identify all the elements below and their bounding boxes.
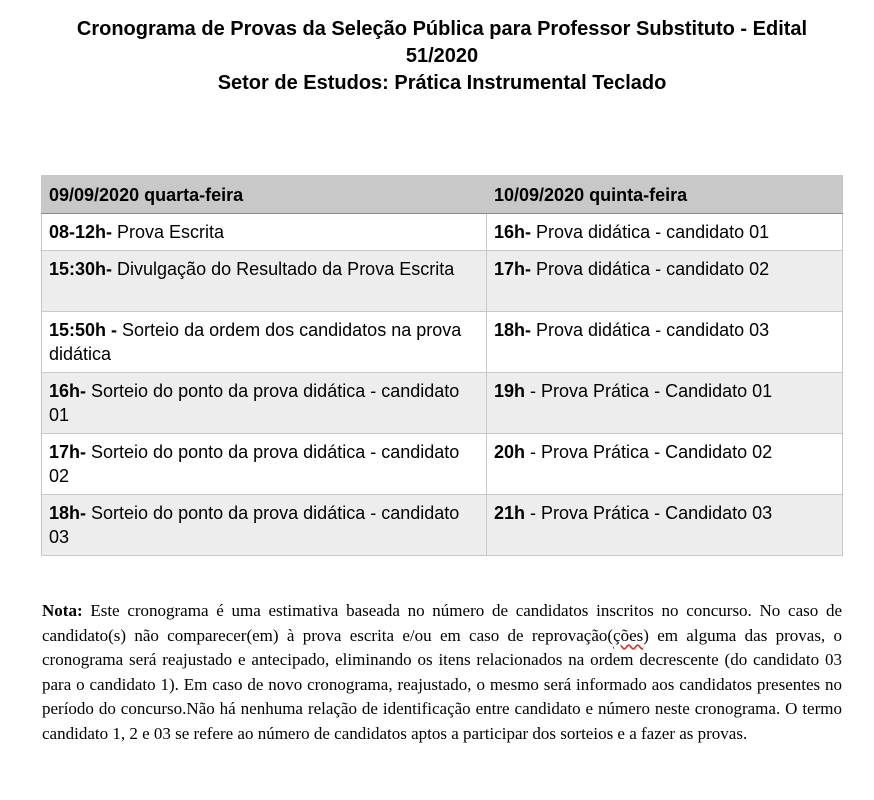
- cell-text: - Prova Prática - Candidato 03: [525, 503, 773, 523]
- note-paragraph: [42, 599, 842, 747]
- table-row: [42, 214, 843, 251]
- schedule-cell-day-2: [487, 312, 843, 373]
- cell-time: 17h-: [494, 259, 532, 279]
- cell-time: 17h-: [49, 442, 87, 462]
- schedule-cell-day-1: [42, 312, 487, 373]
- schedule-cell-day-1: [42, 251, 487, 312]
- note-label: Nota:: [42, 601, 83, 620]
- cell-text: Divulgação do Resultado da Prova Escrita: [112, 259, 455, 279]
- note-text-after: ) em alguma das provas, o cronograma será reajustado e antecipado, eliminando os itens relacionados na ordem decrescente (do candidato 03 para o candidato 1). Em caso de novo cronograma, reajustado, o mesmo será informado aos candidatos presentes no período do concurso.Não há nenhuma relação de identificação entre candidato e número neste cronograma. O termo candidato 1, 2 e 03 se refere ao número de candidatos aptos a participar dos sorteios e a fazer as provas.: [42, 625, 842, 743]
- cell-time: 21h: [494, 503, 526, 523]
- cell-time: 19h: [494, 381, 526, 401]
- cell-time: 18h-: [494, 320, 532, 340]
- schedule-cell-day-1: [42, 373, 487, 434]
- cell-time: 16h-: [49, 381, 87, 401]
- cell-text: Prova didática - candidato 03: [531, 320, 770, 340]
- table-row: [42, 495, 843, 556]
- cell-time: 16h-: [494, 222, 532, 242]
- cell-text: Sorteio do ponto da prova didática - candidato 02: [49, 442, 460, 486]
- cell-time: 15:30h-: [49, 259, 113, 279]
- cell-time: 15:50h -: [49, 320, 118, 340]
- cell-text: Sorteio do ponto da prova didática - candidato 01: [49, 381, 460, 425]
- schedule-cell-day-2: [487, 495, 843, 556]
- table-row: [42, 251, 843, 312]
- schedule-cell-day-2: [487, 434, 843, 495]
- document-title: [30, 16, 854, 97]
- schedule-cell-day-2: [487, 251, 843, 312]
- title-line-1: Cronograma de Provas da Seleção Pública para Professor Substituto - Edital: [76, 18, 808, 40]
- column-header-day-1: 09/09/2020 quarta-feira: [42, 176, 487, 214]
- table-row: [42, 434, 843, 495]
- cell-text: Prova Escrita: [112, 222, 225, 242]
- cell-time: 08-12h-: [49, 222, 113, 242]
- schedule-cell-day-2: [487, 214, 843, 251]
- title-line-3: Setor de Estudos: Prática Instrumental Teclado: [217, 72, 667, 94]
- cell-text: - Prova Prática - Candidato 01: [525, 381, 773, 401]
- schedule-header-row: [42, 176, 843, 214]
- cell-text: Prova didática - candidato 01: [531, 222, 770, 242]
- table-row: [42, 373, 843, 434]
- schedule-table: [41, 175, 843, 556]
- cell-text: Sorteio da ordem dos candidatos na prova didática: [49, 320, 462, 364]
- cell-time: 18h-: [49, 503, 87, 523]
- table-row: [42, 312, 843, 373]
- cell-text: Prova didática - candidato 02: [531, 259, 770, 279]
- spellcheck-flagged-word: ções: [613, 625, 644, 645]
- cell-text: - Prova Prática - Candidato 02: [525, 442, 773, 462]
- cell-time: 20h: [494, 442, 526, 462]
- title-line-2: 51/2020: [405, 45, 479, 67]
- note-text-before: Este cronograma é uma estimativa baseada no número de candidatos inscritos no concurso. No caso de candidato(s) não comparecer(em) à prova escrita e/ou em caso de reprovação(: [42, 601, 842, 645]
- cell-text: Sorteio do ponto da prova didática - candidato 03: [49, 503, 460, 547]
- schedule-cell-day-1: [42, 434, 487, 495]
- schedule-cell-day-1: [42, 214, 487, 251]
- column-header-day-2: 10/09/2020 quinta-feira: [487, 176, 843, 214]
- schedule-cell-day-1: [42, 495, 487, 556]
- schedule-cell-day-2: [487, 373, 843, 434]
